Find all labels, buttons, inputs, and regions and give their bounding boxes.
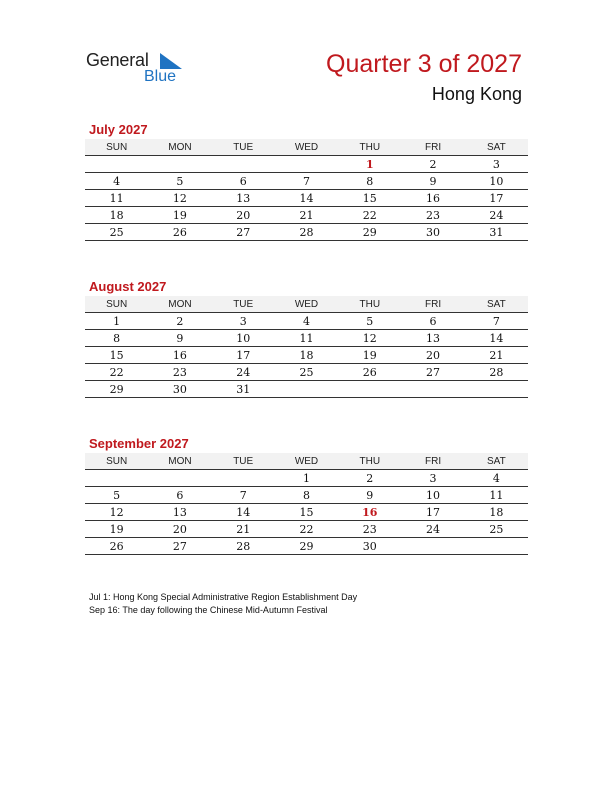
day-cell: 14 <box>212 504 275 521</box>
weekday-header: WED <box>275 296 338 313</box>
day-cell: 27 <box>401 364 464 381</box>
day-cell: 18 <box>85 207 148 224</box>
day-cell: 18 <box>465 504 528 521</box>
day-cell: 13 <box>401 330 464 347</box>
day-cell: 10 <box>212 330 275 347</box>
day-cell: 6 <box>401 313 464 330</box>
day-cell: 22 <box>85 364 148 381</box>
day-cell: 14 <box>275 190 338 207</box>
day-cell: 12 <box>85 504 148 521</box>
day-cell: 21 <box>212 521 275 538</box>
day-cell: 11 <box>85 190 148 207</box>
week-row <box>85 487 528 504</box>
day-cell: 1 <box>85 313 148 330</box>
day-cell: 24 <box>401 521 464 538</box>
empty-day-cell <box>338 381 401 398</box>
week-row <box>85 313 528 330</box>
day-cell: 30 <box>148 381 211 398</box>
day-cell: 27 <box>212 224 275 241</box>
day-cell: 2 <box>401 156 464 173</box>
day-cell: 26 <box>338 364 401 381</box>
weekday-header: THU <box>338 296 401 313</box>
day-cell: 29 <box>275 538 338 555</box>
day-cell: 26 <box>85 538 148 555</box>
holiday-note: Sep 16: The day following the Chinese Mid-Autumn Festival <box>89 605 328 615</box>
day-cell: 16 <box>148 347 211 364</box>
day-cell: 16 <box>338 504 401 521</box>
weekday-header-row <box>85 296 528 313</box>
day-cell: 3 <box>465 156 528 173</box>
day-cell: 14 <box>465 330 528 347</box>
day-cell: 19 <box>85 521 148 538</box>
page-title: Quarter 3 of 2027 <box>326 50 522 78</box>
weekday-header: SUN <box>85 296 148 313</box>
day-cell: 9 <box>401 173 464 190</box>
month-title: August 2027 <box>89 279 167 294</box>
week-row <box>85 538 528 555</box>
logo-blue-text: Blue <box>144 68 177 85</box>
weekday-header: MON <box>148 296 211 313</box>
holiday-notes <box>89 591 357 617</box>
day-cell: 2 <box>148 313 211 330</box>
week-row <box>85 190 528 207</box>
month-title: July 2027 <box>89 122 148 137</box>
month-july <box>85 120 528 241</box>
day-cell: 25 <box>275 364 338 381</box>
month-september <box>85 434 528 555</box>
day-cell: 4 <box>465 470 528 487</box>
logo <box>86 50 196 90</box>
week-row <box>85 347 528 364</box>
week-row <box>85 156 528 173</box>
day-cell: 3 <box>212 313 275 330</box>
week-row <box>85 330 528 347</box>
day-cell: 9 <box>338 487 401 504</box>
day-cell: 7 <box>275 173 338 190</box>
day-cell: 1 <box>338 156 401 173</box>
weekday-header: TUE <box>212 139 275 156</box>
day-cell: 17 <box>401 504 464 521</box>
weekday-header: SUN <box>85 139 148 156</box>
holiday-note: Jul 1: Hong Kong Special Administrative Region Establishment Day <box>89 592 358 602</box>
day-cell: 20 <box>401 347 464 364</box>
day-cell: 4 <box>85 173 148 190</box>
day-cell: 28 <box>465 364 528 381</box>
day-cell: 17 <box>465 190 528 207</box>
month-table <box>85 296 528 398</box>
week-row <box>85 207 528 224</box>
day-cell: 8 <box>85 330 148 347</box>
day-cell: 10 <box>465 173 528 190</box>
day-cell: 31 <box>212 381 275 398</box>
empty-day-cell <box>465 381 528 398</box>
week-row <box>85 521 528 538</box>
day-cell: 23 <box>148 364 211 381</box>
day-cell: 18 <box>275 347 338 364</box>
day-cell: 25 <box>465 521 528 538</box>
week-row <box>85 504 528 521</box>
weekday-header: WED <box>275 139 338 156</box>
empty-day-cell <box>148 470 211 487</box>
month-august <box>85 277 528 398</box>
triangle-flag-icon <box>160 53 182 69</box>
week-row <box>85 224 528 241</box>
day-cell: 28 <box>212 538 275 555</box>
day-cell: 11 <box>465 487 528 504</box>
day-cell: 26 <box>148 224 211 241</box>
day-cell: 19 <box>148 207 211 224</box>
day-cell: 13 <box>148 504 211 521</box>
day-cell: 12 <box>338 330 401 347</box>
day-cell: 24 <box>465 207 528 224</box>
weekday-header-row <box>85 453 528 470</box>
weekday-header: SAT <box>465 139 528 156</box>
week-row <box>85 470 528 487</box>
week-row <box>85 173 528 190</box>
weekday-header-row <box>85 139 528 156</box>
empty-day-cell <box>275 156 338 173</box>
day-cell: 3 <box>401 470 464 487</box>
day-cell: 6 <box>212 173 275 190</box>
weekday-header: FRI <box>401 296 464 313</box>
empty-day-cell <box>148 156 211 173</box>
week-row <box>85 364 528 381</box>
page-subtitle: Hong Kong <box>431 84 522 104</box>
day-cell: 20 <box>212 207 275 224</box>
day-cell: 22 <box>275 521 338 538</box>
empty-day-cell <box>212 156 275 173</box>
day-cell: 5 <box>148 173 211 190</box>
empty-day-cell <box>212 470 275 487</box>
empty-day-cell <box>401 381 464 398</box>
month-table <box>85 139 528 241</box>
day-cell: 15 <box>85 347 148 364</box>
weekday-header: SUN <box>85 453 148 470</box>
day-cell: 12 <box>148 190 211 207</box>
day-cell: 20 <box>148 521 211 538</box>
day-cell: 7 <box>465 313 528 330</box>
month-title: September 2027 <box>89 436 189 451</box>
day-cell: 24 <box>212 364 275 381</box>
day-cell: 1 <box>275 470 338 487</box>
weekday-header: SAT <box>465 453 528 470</box>
day-cell: 27 <box>148 538 211 555</box>
weekday-header: SAT <box>465 296 528 313</box>
day-cell: 8 <box>338 173 401 190</box>
day-cell: 28 <box>275 224 338 241</box>
day-cell: 22 <box>338 207 401 224</box>
day-cell: 9 <box>148 330 211 347</box>
day-cell: 15 <box>275 504 338 521</box>
weekday-header: THU <box>338 453 401 470</box>
month-table <box>85 453 528 555</box>
day-cell: 17 <box>212 347 275 364</box>
day-cell: 19 <box>338 347 401 364</box>
day-cell: 5 <box>338 313 401 330</box>
empty-day-cell <box>465 538 528 555</box>
day-cell: 6 <box>148 487 211 504</box>
day-cell: 29 <box>85 381 148 398</box>
weekday-header: FRI <box>401 139 464 156</box>
day-cell: 30 <box>401 224 464 241</box>
empty-day-cell <box>85 470 148 487</box>
day-cell: 5 <box>85 487 148 504</box>
day-cell: 31 <box>465 224 528 241</box>
day-cell: 16 <box>401 190 464 207</box>
weekday-header: TUE <box>212 296 275 313</box>
day-cell: 2 <box>338 470 401 487</box>
empty-day-cell <box>275 381 338 398</box>
weekday-header: MON <box>148 453 211 470</box>
day-cell: 15 <box>338 190 401 207</box>
day-cell: 23 <box>401 207 464 224</box>
weekday-header: MON <box>148 139 211 156</box>
day-cell: 30 <box>338 538 401 555</box>
logo-general-text: General <box>86 50 149 70</box>
day-cell: 21 <box>275 207 338 224</box>
weekday-header: FRI <box>401 453 464 470</box>
weekday-header: TUE <box>212 453 275 470</box>
weekday-header: THU <box>338 139 401 156</box>
day-cell: 8 <box>275 487 338 504</box>
empty-day-cell <box>401 538 464 555</box>
day-cell: 21 <box>465 347 528 364</box>
weekday-header: WED <box>275 453 338 470</box>
day-cell: 7 <box>212 487 275 504</box>
day-cell: 13 <box>212 190 275 207</box>
day-cell: 4 <box>275 313 338 330</box>
empty-day-cell <box>85 156 148 173</box>
day-cell: 10 <box>401 487 464 504</box>
day-cell: 23 <box>338 521 401 538</box>
day-cell: 25 <box>85 224 148 241</box>
week-row <box>85 381 528 398</box>
day-cell: 29 <box>338 224 401 241</box>
day-cell: 11 <box>275 330 338 347</box>
